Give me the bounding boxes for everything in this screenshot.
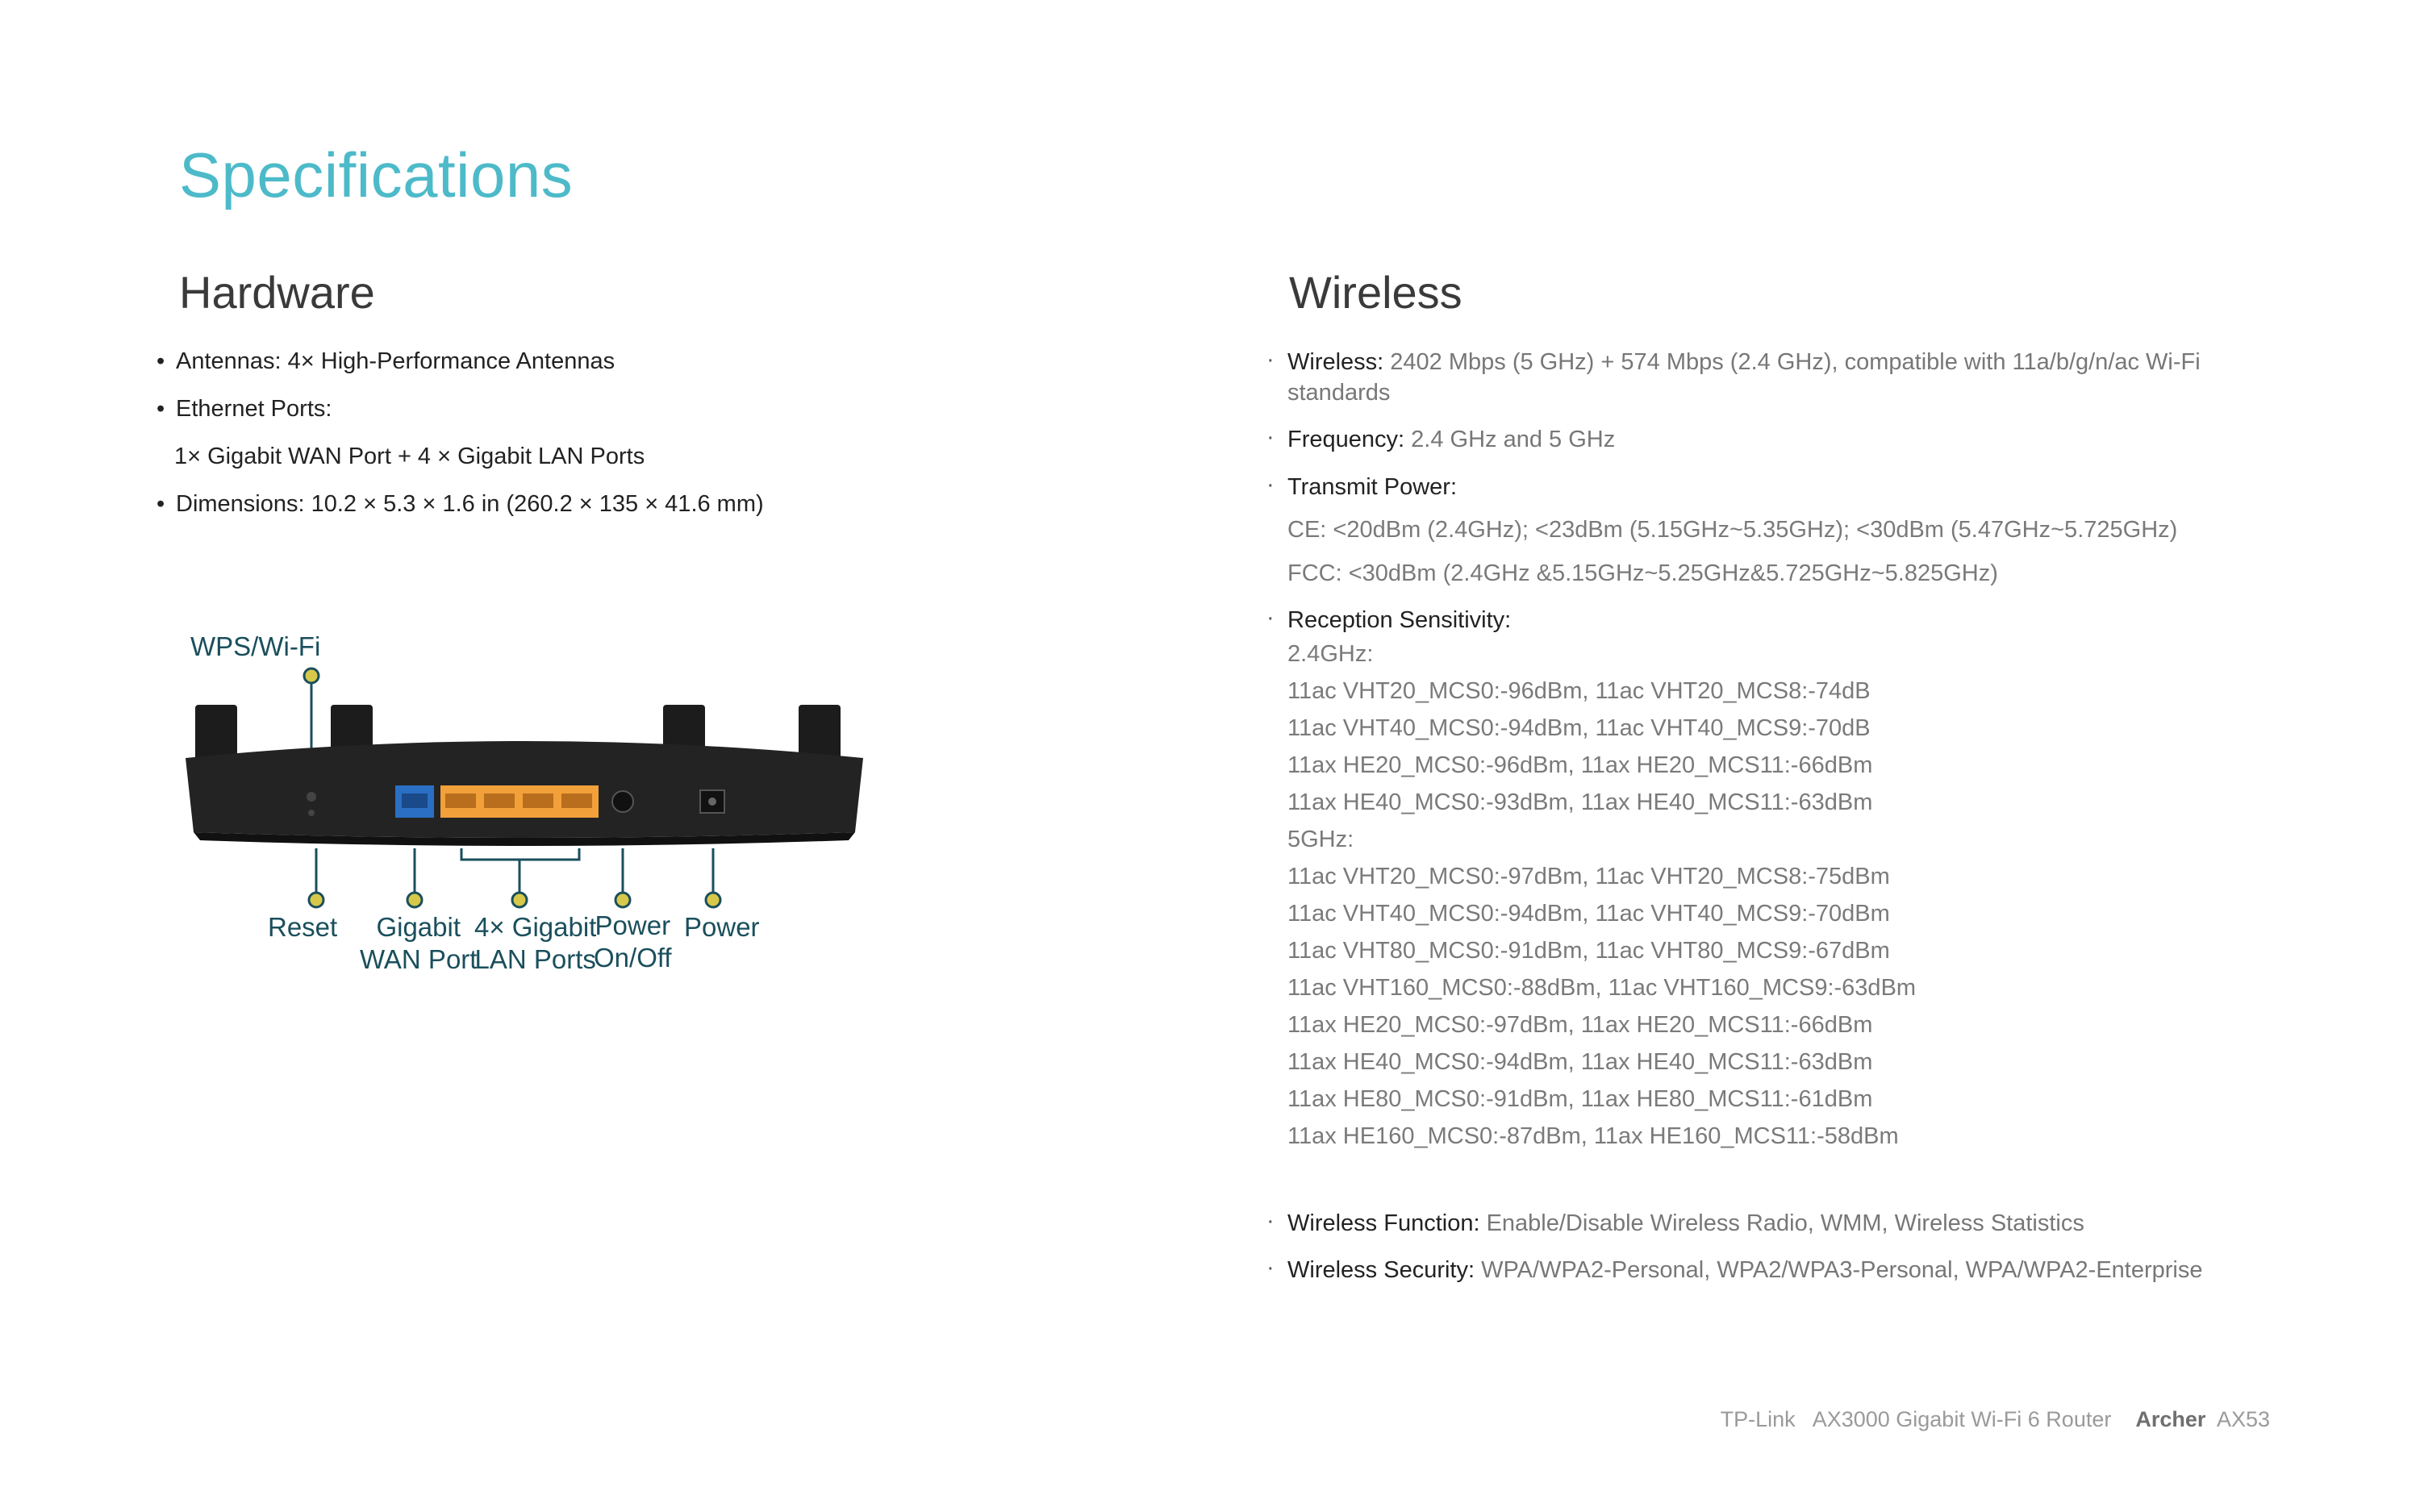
lan-port-2-socket (484, 793, 515, 808)
reception-line: 11ac VHT40_MCS0:-94dBm, 11ac VHT40_MCS9:-70dB (1287, 715, 1871, 741)
spec-text: Ethernet Ports: (176, 396, 332, 422)
spec-text: Dimensions: 10.2 × 5.3 × 1.6 in (260.2 × 135 × 41.6 mm) (176, 491, 764, 517)
reception-line: 2.4GHz: (1287, 641, 1374, 667)
lan-callout-dot (512, 893, 527, 907)
spec-value: Enable/Disable Wireless Radio, WMM, Wireless Statistics (1479, 1210, 2084, 1236)
reset-callout-label: Reset (268, 912, 338, 942)
spec-wireless-text (1287, 347, 2201, 408)
page-title: Specifications (179, 140, 574, 210)
bullet: · (1266, 347, 1275, 373)
footer-product: AX3000 Gigabit Wi-Fi 6 Router (1812, 1407, 2112, 1431)
wan-label-line-2: WAN Port (360, 944, 478, 974)
power-switch-label-line-1: Power (595, 910, 671, 940)
lan-label-line-1: 4× Gigabit (474, 912, 597, 942)
hardware-heading: Hardware (179, 267, 375, 318)
wan-callout-dot (407, 893, 422, 907)
transmit-fcc: FCC: <30dBm (2.4GHz &5.15GHz~5.25GHz&5.725GHz~5.825GHz) (1287, 560, 1998, 586)
reception-line: 11ac VHT160_MCS0:-88dBm, 11ac VHT160_MCS9:-63dBm (1287, 975, 1917, 1001)
power-switch-callout-label (594, 910, 672, 974)
reception-lines (1287, 635, 1916, 1155)
bullet: • (156, 491, 165, 517)
spec-label: Wireless Function: (1287, 1210, 1480, 1236)
spec-label: Frequency: (1287, 427, 1405, 452)
transmit-ce: CE: <20dBm (2.4GHz); <23dBm (5.15GHz~5.35GHz); <30dBm (5.47GHz~5.725GHz) (1287, 517, 2178, 543)
spec-value: 2402 Mbps (5 GHz) + 574 Mbps (2.4 GHz), compatible with 11a/b/g/n/ac Wi-Fi (1383, 349, 2201, 375)
wan-callout-label (360, 911, 477, 976)
footer-product-line (1721, 1407, 2270, 1432)
spec-label: Reception Sensitivity: (1287, 607, 1512, 633)
reset-callout-dot (309, 893, 323, 907)
spec-text: Antennas: 4× High-Performance Antennas (176, 348, 615, 374)
spec-value: WPA/WPA2-Personal, WPA2/WPA3-Personal, WPA/WPA2-Enterprise (1475, 1257, 2203, 1283)
reception-line: 5GHz: (1287, 827, 1354, 852)
reception-line: 11ac VHT80_MCS0:-91dBm, 11ac VHT80_MCS9:-67dBm (1287, 938, 1890, 964)
power-callout-label: Power (684, 912, 760, 942)
spec-value: 2.4 GHz and 5 GHz (1404, 427, 1616, 452)
reception-line: 11ax HE40_MCS0:-94dBm, 11ax HE40_MCS11:-63dBm (1287, 1049, 1873, 1075)
bullet: • (156, 396, 165, 422)
wan-label-line-1: Gigabit (376, 912, 461, 942)
reception-line: 11ax HE20_MCS0:-97dBm, 11ax HE20_MCS11:-66dBm (1287, 1012, 1873, 1038)
bullet: · (1266, 424, 1275, 450)
lan-callout-label (474, 911, 596, 976)
power-switch-callout-dot (615, 893, 630, 907)
wps-button (307, 792, 316, 802)
power-switch-label-line-2: On/Off (594, 943, 672, 973)
reception-line: 11ax HE80_MCS0:-91dBm, 11ax HE80_MCS11:-61dBm (1287, 1086, 1873, 1112)
spec-label: Wireless Security: (1287, 1257, 1475, 1283)
wan-port-socket (402, 793, 428, 808)
bullet: · (1266, 1208, 1275, 1234)
footer-brand: TP-Link (1720, 1407, 1796, 1431)
wps-callout-dot (304, 669, 319, 683)
hardware-spec-list (156, 347, 1124, 537)
spec-text: 1× Gigabit WAN Port + 4 × Gigabit LAN Ports (174, 444, 645, 469)
footer-model: AX53 (2216, 1407, 2270, 1431)
bullet: • (156, 348, 165, 374)
bullet: · (1266, 605, 1275, 631)
bullet: · (1266, 472, 1275, 498)
power-jack-pin (708, 798, 716, 806)
bullet: · (1266, 1255, 1275, 1281)
lan-port-3-socket (523, 793, 553, 808)
reception-line: 11ac VHT40_MCS0:-94dBm, 11ac VHT40_MCS9:-70dBm (1287, 901, 1890, 927)
wps-wifi-callout-label: WPS/Wi-Fi (190, 631, 321, 661)
lan-port-4-socket (561, 793, 592, 808)
power-callout-dot (706, 893, 720, 907)
reception-line: 11ax HE20_MCS0:-96dBm, 11ax HE20_MCS11:-66dBm (1287, 752, 1873, 778)
footer-series: Archer (2135, 1407, 2206, 1431)
spec-ethernet-ports-detail (156, 442, 1124, 489)
wireless-heading: Wireless (1289, 267, 1462, 318)
reception-line: 11ax HE40_MCS0:-93dBm, 11ax HE40_MCS11:-63dBm (1287, 789, 1873, 815)
spec-label: Wireless: (1287, 349, 1384, 375)
reception-line: 11ac VHT20_MCS0:-96dBm, 11ac VHT20_MCS8:-74dB (1287, 678, 1871, 704)
power-switch (612, 791, 633, 812)
spec-value-continued: standards (1287, 380, 1391, 406)
spec-label: Transmit Power: (1287, 474, 1458, 500)
lan-label-line-2: LAN Ports (474, 944, 596, 974)
reset-pinhole (308, 810, 315, 816)
spec-antennas (156, 347, 1124, 394)
spec-dimensions (156, 489, 1124, 537)
router-rear-panel-diagram (161, 621, 887, 992)
reception-line: 11ax HE160_MCS0:-87dBm, 11ax HE160_MCS11:-58dBm (1287, 1123, 1899, 1149)
spec-ethernet-ports (156, 394, 1124, 442)
lan-callout-bracket (461, 848, 579, 892)
lan-port-1-socket (445, 793, 476, 808)
reception-line: 11ac VHT20_MCS0:-97dBm, 11ac VHT20_MCS8:-75dBm (1287, 864, 1890, 889)
